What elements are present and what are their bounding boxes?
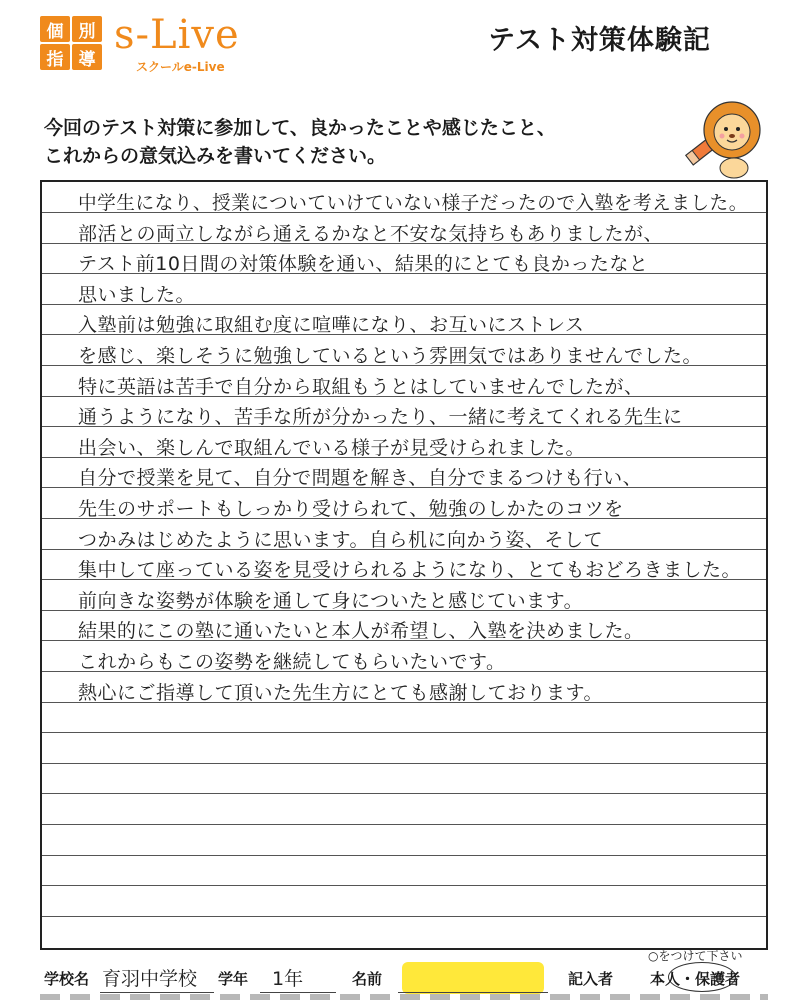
school-label: 学校名 xyxy=(44,970,90,988)
name-label: 名前 xyxy=(352,970,383,988)
handwritten-line: 結果的にこの塾に通いたいと本人が希望し、入塾を決めました。 xyxy=(78,620,644,643)
brand-subtitle: スクールe-Live xyxy=(136,60,225,74)
brand-logo xyxy=(40,12,280,76)
instruction-line: 今回のテスト対策に参加して、良かったことや感じたこと、 xyxy=(44,117,556,139)
handwritten-line: 特に英語は苦手で自分から取組もうとはしていませんでしたが、 xyxy=(78,375,644,398)
handwritten-line: 入塾前は勉強に取組む度に喧嘩になり、お互いにストレス xyxy=(78,314,585,337)
handwritten-line: 前向きな姿勢が体験を通して身についたと感じています。 xyxy=(78,589,584,612)
grade-value: 1年 xyxy=(272,968,304,990)
name-underline xyxy=(398,992,548,993)
circle-instruction-note: ○をつけて下さい xyxy=(648,949,743,963)
page-title: テスト対策体験記 xyxy=(488,25,711,56)
ruled-line xyxy=(42,885,766,886)
instruction-text xyxy=(44,114,664,170)
handwritten-line: これからもこの姿勢を継続してもらいたいです。 xyxy=(78,651,506,673)
name-redaction xyxy=(402,962,544,994)
logo-char: 導 xyxy=(72,44,102,70)
school-underline xyxy=(100,992,214,993)
grade-label: 学年 xyxy=(218,970,249,988)
handwritten-line: 通うようになり、苦手な所が分かったり、一緒に考えてくれる先生に xyxy=(78,406,683,429)
instruction-line: これからの意気込みを書いてください。 xyxy=(44,145,387,167)
brand-name: s-Live xyxy=(114,12,240,58)
logo-char: 指 xyxy=(40,44,70,70)
handwritten-line: テスト前10日間の対策体験を通い、結果的にとても良かったなと xyxy=(78,253,649,276)
handwritten-line: 中学生になり、授業についていけていない様子だったので入塾を考えました。 xyxy=(78,192,748,214)
handwritten-line: 集中して座っている姿を見受けられるようになり、とてもおどろきました。 xyxy=(78,559,742,582)
school-value: 育羽中学校 xyxy=(102,968,198,990)
handwritten-line: 先生のサポートもしっかり受けられて、勉強のしかたのコツを xyxy=(78,498,624,520)
cut-off-text-row xyxy=(40,994,768,1000)
handwritten-line: 出会い、楽しんで取組んでいる様子が見受けられました。 xyxy=(78,436,586,459)
writing-area xyxy=(40,180,768,950)
grade-underline xyxy=(260,992,336,993)
writer-label: 記入者 xyxy=(568,970,614,988)
brand-logo-mark xyxy=(40,16,104,72)
logo-char: 個 xyxy=(40,16,70,42)
ruled-line xyxy=(42,916,766,917)
writer-options: 本人・保護者 xyxy=(650,970,741,988)
handwritten-line: 思いました。 xyxy=(78,283,196,306)
handwritten-line: 自分で授業を見て、自分で問題を解き、自分でまるつけも行い、 xyxy=(78,467,643,490)
ruled-line xyxy=(42,824,766,825)
ruled-line xyxy=(42,855,766,856)
handwritten-line: 熱心にご指導して頂いた先生方にとても感謝しております。 xyxy=(78,681,603,704)
handwritten-line: つかみはじめたように思います。自ら机に向かう姿、そして xyxy=(78,528,603,551)
handwritten-line: 部活との両立しながら通えるかなと不安な気持ちもありましたが、 xyxy=(78,222,664,245)
ruled-line xyxy=(42,793,766,794)
logo-char: 別 xyxy=(72,16,102,42)
lion-pencil-icon xyxy=(676,94,766,180)
ruled-line xyxy=(42,763,766,764)
ruled-line xyxy=(42,732,766,733)
handwritten-line: を感じ、楽しそうに勉強しているという雰囲気ではありませんでした。 xyxy=(78,345,703,367)
